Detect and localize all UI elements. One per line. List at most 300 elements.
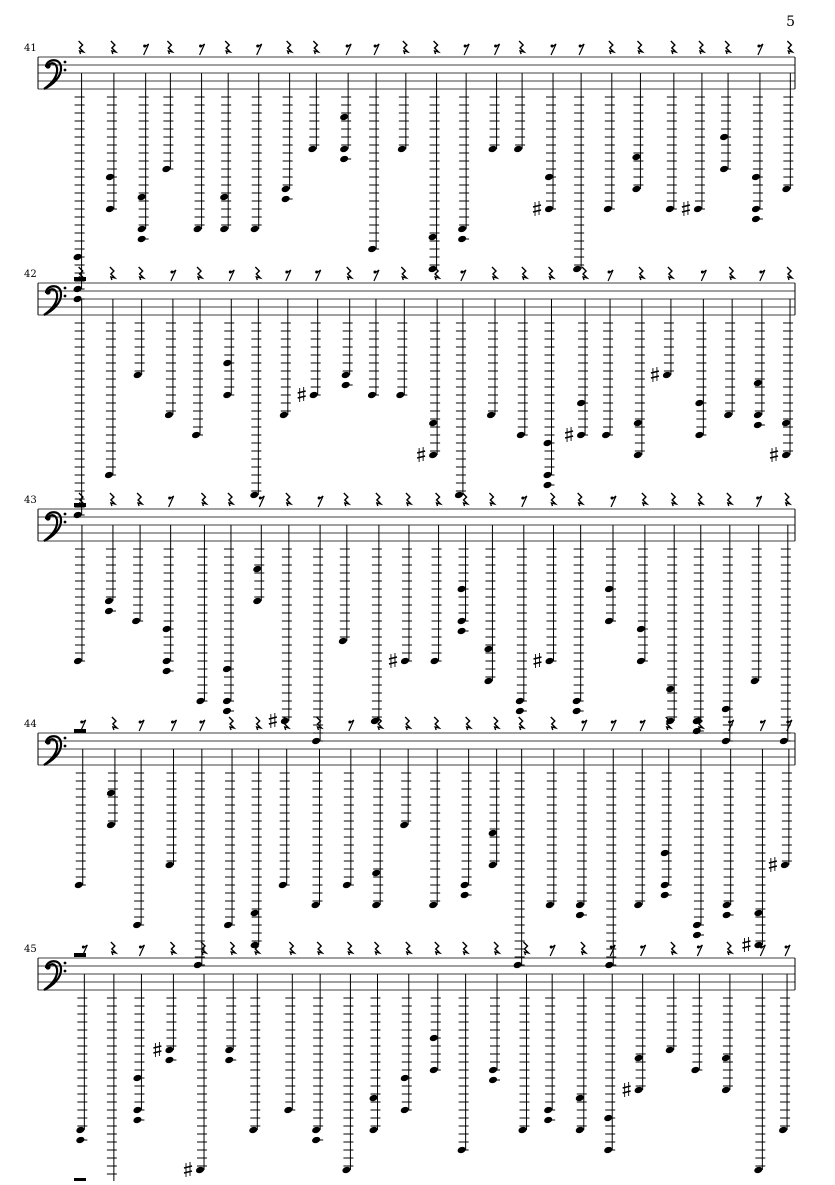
note-column [137,44,149,243]
eighth-rest-dot [199,45,202,48]
bass-clef-upper-dot [64,513,67,516]
sharp-stroke [742,941,750,943]
quarter-rest-icon [523,942,528,955]
eighth-rest-dot [348,721,351,724]
sharp-stroke [417,451,425,453]
quarter-rest-icon [727,942,732,955]
eighth-rest-dot [728,721,731,724]
note-head [281,185,291,194]
eighth-rest-dot [259,497,262,500]
measure-number: 45 [24,944,37,955]
note-head [633,419,643,428]
note-column [779,493,791,745]
quarter-rest-icon [347,942,352,955]
quarter-rest-icon [112,717,117,730]
note-head [429,1034,439,1043]
note-head [428,901,438,910]
quarter-rest-icon [347,267,352,280]
system [24,267,795,519]
note-column [633,267,645,459]
note-head [222,359,232,368]
note-head [75,1126,85,1135]
note-column [193,44,205,233]
quarter-rest-icon [551,717,556,730]
quarter-rest-icon [785,493,790,506]
note-column [692,717,704,939]
note-head [636,625,646,634]
note-head [665,685,675,694]
quarter-rest-icon [344,493,349,506]
note-column [339,44,351,163]
note-column [631,41,643,193]
note-head [193,961,203,970]
sharp-icon [742,937,750,952]
note-head [454,491,464,500]
measure-number: 42 [24,269,37,280]
note-head [544,205,554,214]
note-head [195,1166,205,1175]
note-head [576,431,586,440]
quarter-rest-icon [642,493,647,506]
note-column [778,945,790,1134]
note-column [162,496,174,675]
note-head [631,153,641,162]
note-column [604,496,616,625]
eighth-rest-dot [640,946,643,949]
note-column [249,267,261,499]
quarter-rest-icon [287,41,292,54]
measure-number: 41 [24,43,37,54]
note-head [73,511,83,520]
sharp-icon [184,1162,192,1177]
quarter-rest-icon [406,942,411,955]
quarter-rest-icon [637,41,642,54]
note-head [662,371,672,380]
quarter-rest-icon [375,942,380,955]
quarter-rest-icon [289,942,294,955]
note-column [488,942,500,1084]
note-column [722,720,734,919]
note-head [342,881,352,890]
bass-clef-upper-dot [64,962,67,965]
note-head [633,901,643,910]
note-column [633,720,645,909]
eighth-rest-dot [199,721,202,724]
eighth-rest-dot [610,946,613,949]
note-column [191,267,203,439]
note-head [219,225,229,234]
eighth-rest-dot [171,721,174,724]
note-head [694,399,704,408]
note-column [460,717,472,899]
note-column [311,942,323,1144]
note-head [191,431,201,440]
sharp-stroke [184,1166,192,1168]
eighth-rest-dot [786,721,789,724]
note-head [367,391,377,400]
note-head [781,451,791,460]
note-column [543,945,555,1124]
note-head [601,431,611,440]
note-head [133,371,143,380]
note-column [533,44,556,216]
note-column [370,493,382,725]
note-head [428,419,438,428]
quarter-rest-icon [201,493,206,506]
sharp-icon [682,201,690,216]
note-head [751,205,761,214]
note-head [781,419,791,428]
bass-clef-dot [45,289,50,294]
note-head [753,1166,763,1175]
sharp-stroke [682,205,690,207]
quarter-rest-icon [286,493,291,506]
note-column [397,41,409,153]
bass-clef-upper-dot [64,737,67,740]
note-column [665,41,677,213]
note-head [429,1066,439,1075]
note-head [719,133,729,142]
note-head [162,657,172,666]
note-head [367,245,377,254]
eighth-rest-dot [640,721,643,724]
note-head [219,193,229,202]
note-column [73,41,85,303]
note-head [660,881,670,890]
note-head [513,145,523,154]
note-column [389,493,412,668]
sharp-icon [269,713,277,728]
note-head [222,697,232,706]
note-column [690,945,702,1074]
note-head [341,371,351,380]
whole-rest-mark [74,729,86,733]
note-column [572,493,584,715]
bass-clef-icon [44,512,66,541]
note-column [430,493,442,665]
sharp-stroke [651,371,659,373]
note-head [73,657,83,666]
note-column [338,493,350,645]
whole-rest-mark [74,953,86,957]
eighth-rest-dot [697,946,700,949]
note-column [516,267,528,439]
sharp-stroke [533,205,541,207]
note-head [572,697,582,706]
sharp-icon [298,387,306,402]
note-head [73,285,83,294]
note-head [369,1126,379,1135]
note-head [543,439,553,448]
note-column [488,44,500,153]
note-head [279,411,289,420]
eighth-rest-dot [374,45,377,48]
quarter-rest-icon [671,493,676,506]
quarter-rest-icon [435,942,440,955]
quarter-rest-icon [376,493,381,506]
note-head [460,881,470,890]
note-column [486,267,498,419]
quarter-rest-icon [466,717,471,730]
note-head [400,1074,410,1083]
note-head [660,849,670,858]
quarter-rest-icon [668,267,673,280]
note-head [694,431,704,440]
note-column [513,717,525,969]
note-head [252,597,262,606]
note-column [252,496,264,605]
eighth-rest-dot [170,271,173,274]
note-column [750,496,762,685]
note-column [132,945,144,1124]
quarter-rest-icon [406,493,411,506]
note-head [576,399,586,408]
note-head [224,1046,234,1055]
note-head [400,657,410,666]
quarter-rest-icon [167,41,172,54]
note-column [545,717,557,909]
quarter-rest-icon [671,41,676,54]
note-column [753,945,765,1174]
quarter-rest-icon [494,942,499,955]
note-head [73,253,83,262]
note-head [778,1126,788,1135]
eighth-rest-dot [611,721,614,724]
note-head [161,165,171,174]
note-head [457,225,467,234]
note-column [770,267,793,462]
note-column [105,41,117,213]
sharp-icon [770,447,778,462]
note-head [222,665,232,674]
eighth-rest-dot [143,45,146,48]
quarter-rest-icon [519,41,524,54]
note-head [162,625,172,634]
note-head [104,597,114,606]
note-head [104,471,114,480]
quarter-rest-icon [111,41,116,54]
note-head [371,901,381,910]
eighth-rest-dot [579,45,582,48]
sharp-stroke [533,210,541,212]
quarter-rest-icon [671,942,676,955]
quarter-rest-icon [787,41,792,54]
note-head [633,451,643,460]
sharp-stroke [769,861,777,863]
note-column [515,496,527,715]
note-head [665,205,675,214]
quarter-rest-icon [197,267,202,280]
note-head [164,411,174,420]
note-column [400,942,412,1114]
note-column [341,267,353,389]
eighth-rest-dot [139,946,142,949]
bass-clef-upper-dot [64,61,67,64]
note-head [721,1086,731,1095]
note-head [457,1146,467,1155]
bass-clef-lower-dot [64,970,67,973]
note-column [665,942,677,1054]
bass-clef-dot [45,739,50,744]
quarter-rest-icon [492,267,497,280]
note-head [428,451,438,460]
note-column [742,720,765,952]
note-column [543,267,555,489]
note-column [104,493,116,615]
sharp-icon [389,653,397,668]
note-column [161,41,173,173]
sharp-stroke [623,1091,631,1093]
note-head [545,901,555,910]
note-head [721,1054,731,1063]
note-head [371,869,381,878]
system [24,717,795,969]
note-head [309,391,319,400]
bass-clef-lower-dot [64,295,67,298]
note-head [132,921,142,930]
note-column [603,41,615,213]
bass-clef-dot [45,63,50,68]
note-head [395,391,405,400]
eighth-rest-dot [581,721,584,724]
quarter-rest-icon [434,717,439,730]
note-column [603,945,615,1154]
note-head [430,657,440,666]
note-column [105,942,117,1181]
note-head [719,165,729,174]
note-column [75,945,87,1144]
quarter-rest-icon [787,267,792,280]
note-head [339,145,349,154]
quarter-rest-icon [522,267,527,280]
note-head [634,1054,644,1063]
note-head [341,1166,351,1175]
eighth-rest-dot [757,45,760,48]
quarter-rest-icon [405,717,410,730]
eighth-rest-dot [521,497,524,500]
sharp-icon [534,653,542,668]
quarter-rest-icon [725,41,730,54]
note-head [544,173,554,182]
note-column [132,720,144,929]
note-head [721,705,731,714]
note-head [397,145,407,154]
note-head [545,657,555,666]
bass-clef-dot [45,964,50,969]
note-head [515,697,525,706]
eighth-rest-dot [346,45,349,48]
sharp-stroke [389,662,397,664]
quarter-rest-icon [434,41,439,54]
sharp-stroke [298,391,306,393]
note-head [572,265,582,274]
note-head [338,637,348,646]
quarter-rest-icon [230,942,235,955]
note-head [636,657,646,666]
quarter-rest-icon [110,267,115,280]
note-head [399,821,409,830]
note-head [575,901,585,910]
note-head [131,617,141,626]
page-number: 5 [786,14,795,30]
eighth-rest-dot [608,271,611,274]
quarter-rest-icon [79,41,84,54]
eighth-rest-dot [460,271,463,274]
note-column [73,493,85,665]
note-head [753,411,763,420]
note-column [565,267,588,442]
note-column [721,493,733,745]
note-head [603,1146,613,1155]
quarter-rest-icon [229,717,234,730]
note-column [395,267,407,399]
note-head [603,1114,613,1123]
note-column [694,270,706,439]
note-column [341,942,353,1174]
note-column [133,267,145,379]
eighth-rest-dot [139,721,142,724]
note-head [604,961,614,970]
note-head [105,173,115,182]
note-head [518,1126,528,1135]
note-head [457,585,467,594]
sharp-icon [533,201,541,216]
bass-clef-lower-dot [64,745,67,748]
quarter-rest-icon [551,493,556,506]
note-head [723,411,733,420]
eighth-rest-dot [701,271,704,274]
quarter-rest-icon [581,942,586,955]
note-head [750,677,760,686]
sharp-icon [769,857,777,872]
note-head [400,1106,410,1115]
note-column [723,267,735,419]
note-head [483,677,493,686]
note-column [428,41,440,273]
quarter-rest-icon [489,493,494,506]
note-column [224,942,236,1064]
note-column [623,945,646,1097]
note-head [488,1066,498,1075]
note-column [665,493,677,725]
eighth-rest-dot [82,946,85,949]
eighth-rest-dot [760,721,763,724]
quarter-rest-icon [494,717,499,730]
note-column [248,942,260,1134]
note-head [692,717,702,726]
quarter-rest-icon [549,267,554,280]
quarter-rest-icon [137,493,142,506]
note-column [636,493,648,665]
note-head [307,145,317,154]
quarter-rest-icon [111,942,116,955]
eighth-rest-dot [318,497,321,500]
sharp-stroke [623,1086,631,1088]
note-column [250,717,262,949]
note-column [73,267,85,519]
bass-clef-dot [45,515,50,520]
note-column [428,717,440,909]
note-head [106,789,116,798]
sharp-icon [623,1082,631,1097]
quarter-rest-icon [139,267,144,280]
note-column [457,493,469,635]
note-column [164,270,176,419]
eighth-rest-dot [551,45,554,48]
note-head [722,901,732,910]
note-head [486,411,496,420]
quarter-rest-icon [317,942,322,955]
